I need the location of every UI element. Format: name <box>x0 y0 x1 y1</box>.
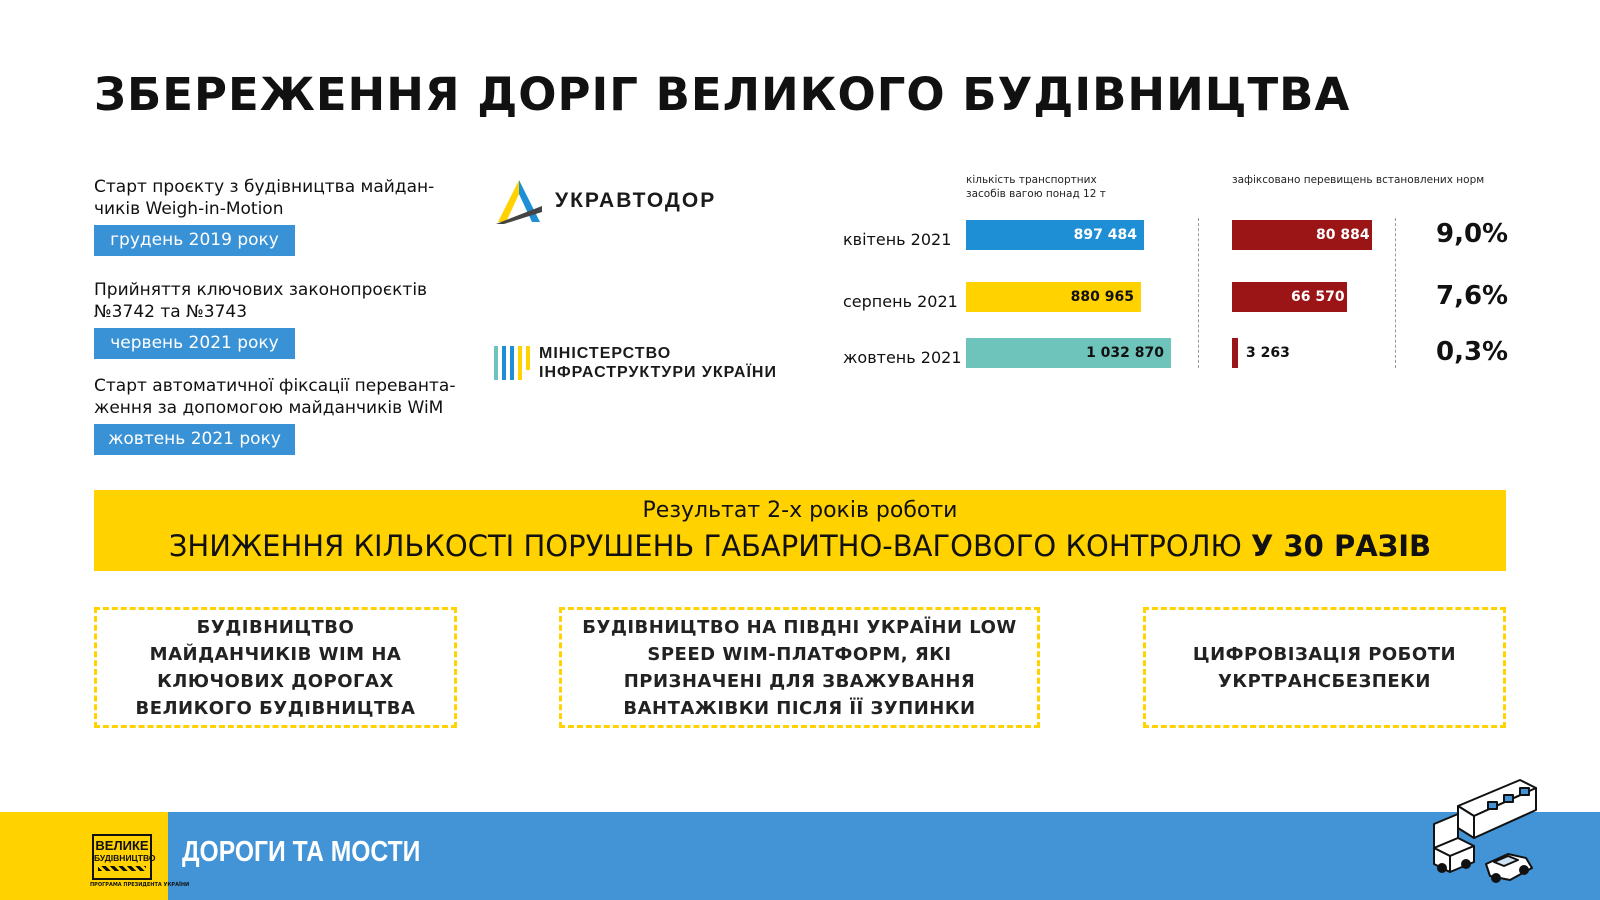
milestone-3-date: жовтень 2021 року <box>94 424 295 455</box>
result-band <box>94 490 1506 571</box>
series-1-bar: 897 484 <box>966 220 1144 250</box>
milestone-1-date: грудень 2019 року <box>94 225 295 256</box>
plan-box-2-text: БУДІВНИЦТВО НА ПІВДНІ УКРАЇНИ LOW SPEED WIM-ПЛАТФОРМ, ЯКІ ПРИЗНАЧЕНІ ДЛЯ ЗВАЖУВАННЯ ВАНТАЖІВКИ ПІСЛЯ ЇЇ ЗУПИНКИ <box>582 616 1017 719</box>
result-subtitle: Результат 2-х років роботи <box>642 498 958 523</box>
series-1-bar: 1 032 870 <box>966 338 1171 368</box>
series-2-bar <box>1232 338 1238 368</box>
plan-box-1 <box>94 607 457 728</box>
plan-box-3-text: ЦИФРОВІЗАЦІЯ РОБОТИ УКРТРАНСБЕЗПЕКИ <box>1192 643 1457 692</box>
ministry-logo-line-2: ІНФРАСТРУКТУРИ УКРАЇНИ <box>539 364 777 381</box>
ministry-logo-icon <box>494 346 532 380</box>
ministry-logo-line-1: МІНІСТЕРСТВО <box>539 345 672 362</box>
ukravtodor-logo-text: УКРАВТОДОР <box>555 189 717 212</box>
chart-category-label: квітень 2021 <box>843 230 952 249</box>
series-2-data-label: 80 884 <box>1316 227 1370 243</box>
footer-logo-stripes <box>98 866 146 871</box>
percent-label: 9,0% <box>1436 219 1509 249</box>
result-headline <box>94 529 1506 563</box>
page-title: ЗБЕРЕЖЕННЯ ДОРІГ ВЕЛИКОГО БУДІВНИЦТВА <box>94 68 1351 121</box>
milestone-1-text: Старт проєкту з будівництва майдан-чиків Weigh-in-Motion <box>94 177 435 219</box>
footer-logo-line-2: БУДІВНИЦТВО <box>94 853 156 863</box>
series-2-data-label: 66 570 <box>1291 289 1345 305</box>
footer-logo <box>92 834 156 880</box>
milestone-3-text: Старт автоматичної фіксації переванта-ження за допомогою майданчиків WiM <box>94 376 456 418</box>
series-1-header: кількість транспортних засобів вагою понад 12 т <box>966 174 1106 200</box>
plan-box-2 <box>559 607 1040 728</box>
footer-logo-line-1: ВЕЛИКЕ <box>95 838 149 853</box>
ministry-logo-text <box>539 344 777 382</box>
truck-illustration-icon <box>1428 776 1548 891</box>
result-headline-bold: У 30 РАЗІВ <box>1251 529 1432 563</box>
chart-category-label: серпень 2021 <box>843 292 958 311</box>
series-1-bar: 880 965 <box>966 282 1141 312</box>
percent-label: 0,3% <box>1436 337 1509 367</box>
result-headline-text: ЗНИЖЕННЯ КІЛЬКОСТІ ПОРУШЕНЬ ГАБАРИТНО-ВАГОВОГО КОНТРОЛЮ <box>168 529 1242 563</box>
chart-divider-2 <box>1395 218 1396 368</box>
footer-logo-caption: ПРОГРАМА ПРЕЗИДЕНТА УКРАЇНИ <box>90 882 190 888</box>
milestone-2-text: Прийняття ключових законопроєктів №3742 та №3743 <box>94 280 428 322</box>
plan-box-1-text: БУДІВНИЦТВО МАЙДАНЧИКІВ WIM НА КЛЮЧОВИХ ДОРОГАХ ВЕЛИКОГО БУДІВНИЦТВА <box>135 616 416 719</box>
chart-divider-1 <box>1198 218 1199 368</box>
milestone-2-date: червень 2021 року <box>94 328 295 359</box>
percent-label: 7,6% <box>1436 281 1509 311</box>
footer-section-title: ДОРОГИ ТА МОСТИ <box>182 836 421 868</box>
ukravtodor-logo-icon <box>494 178 544 226</box>
series-2-data-label: 3 263 <box>1246 345 1290 361</box>
chart-category-label: жовтень 2021 <box>843 348 962 367</box>
plan-box-3 <box>1143 607 1506 728</box>
series-2-header: зафіксовано перевищень встановлених норм <box>1232 174 1485 186</box>
